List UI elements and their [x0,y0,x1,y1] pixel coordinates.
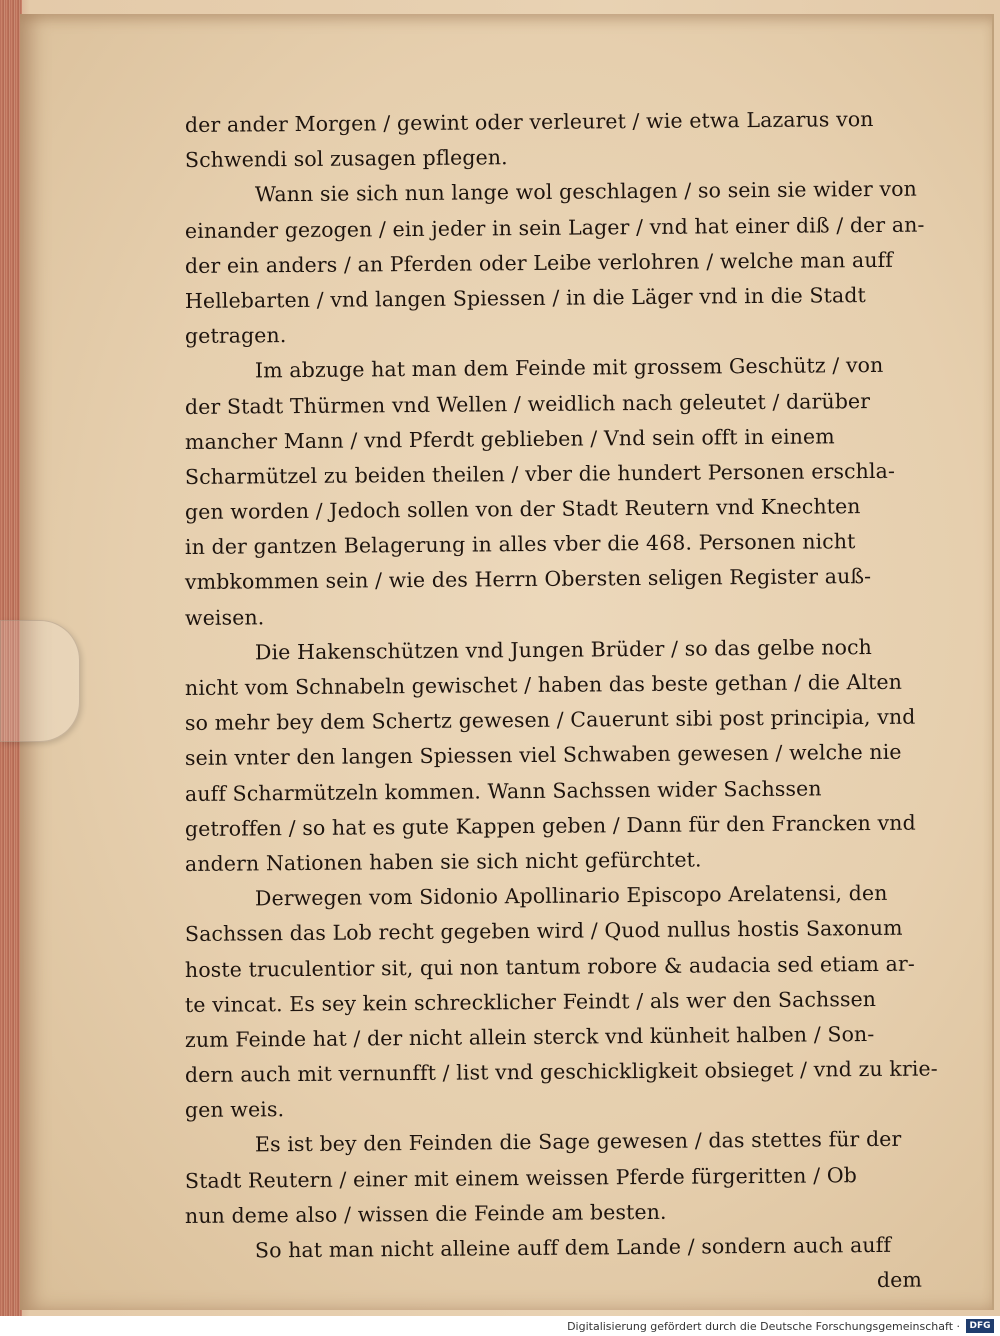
footer-bar [0,1316,1000,1336]
dfg-logo-icon: DFG [966,1319,994,1333]
text-line: nun deme also / wissen die Feinde am besten. [184,1199,667,1228]
text-line: gen worden / Jedoch sollen von der Stadt Reutern vnd Knechten [184,494,861,525]
text-line: der Stadt Thürmen vnd Wellen / weidlich nach geleutet / darüber [184,388,871,419]
catchword: dem [876,1267,923,1293]
text-line: te vincat. Es sey kein schrecklicher Feindt / als wer den Sachssen [184,986,877,1017]
text-line: vmbkommen sein / wie des Herrn Obersten seligen Register auß- [184,564,872,595]
text-line: der ander Morgen / gewint oder verleuret / wie etwa Lazarus von [184,106,874,137]
text-line: Derwegen vom Sidonio Apollinario Episcopo Arelatensi, den [254,880,888,911]
text-line: Scharmützel zu beiden theilen / vber die hundert Personen erschla- [184,458,896,489]
text-line: Sachssen das Lob recht gegeben wird / Quod nullus hostis Saxonum [184,916,903,947]
text-line: getroffen / so hat es gute Kappen geben / Dann für den Francken vnd [184,810,916,841]
text-line: gen weis. [184,1097,285,1123]
text-line: dern auch mit vernunfft / list vnd geschickligkeit obsieget / vnd zu krie- [184,1056,938,1088]
page-clip [0,620,80,742]
text-line: Schwendi sol zusagen pflegen. [184,145,508,173]
text-line: in der gantzen Belagerung in alles vber die 468. Personen nicht [184,529,856,560]
text-line: Die Hakenschützen vnd Jungen Brüder / so das gelbe noch [254,634,873,665]
footer-credit: Digitalisierung gefördert durch die Deutsche Forschungsgemeinschaft · [567,1319,960,1333]
text-line: So hat man nicht alleine auff dem Lande / sondern auch auff [254,1232,892,1263]
text-line: Es ist bey den Feinden die Sage gewesen / das stettes für der [254,1127,902,1157]
text-line: auff Scharmützeln kommen. Wann Sachssen wider Sachssen [184,776,822,806]
text-line: Wann sie sich nun lange wol geschlagen / so sein sie wider von [254,176,918,207]
text-line: andern Nationen haben sie sich nicht gefürchtet. [184,847,702,876]
text-line: der ein anders / an Pferden oder Leibe verlohren / welche man auff [184,247,894,278]
text-line: Im abzuge hat man dem Feinde mit grossem Geschütz / von [254,353,884,383]
text-line: sein vnter den langen Spiessen viel Schwaben gewesen / welche nie [184,740,902,771]
text-line: Stadt Reutern / einer mit einem weissen Pferde fürgeritten / Ob [184,1162,857,1193]
text-line: mancher Mann / vnd Pferdt geblieben / Vnd sein offt in einem [184,424,835,454]
text-line: Hellebarten / vnd langen Spiessen / in die Läger vnd in die Stadt [184,282,866,313]
text-line: zum Feinde hat / der nicht allein sterck vnd künheit halben / Son- [184,1021,875,1052]
text-line: einander gezogen / ein jeder in sein Lager / vnd hat einer diß / der an- [184,212,925,243]
text-line: weisen. [184,604,265,630]
text-line: nicht vom Schnabeln gewischet / haben das beste gethan / die Alten [184,669,903,700]
text-line: hoste truculentior sit, qui non tantum robore & audacia sed etiam ar- [184,951,915,982]
page-text [184,106,938,1304]
text-line: so mehr bey dem Schertz gewesen / Cauerunt sibi post principia, vnd [184,704,916,736]
text-line: getragen. [184,323,287,349]
